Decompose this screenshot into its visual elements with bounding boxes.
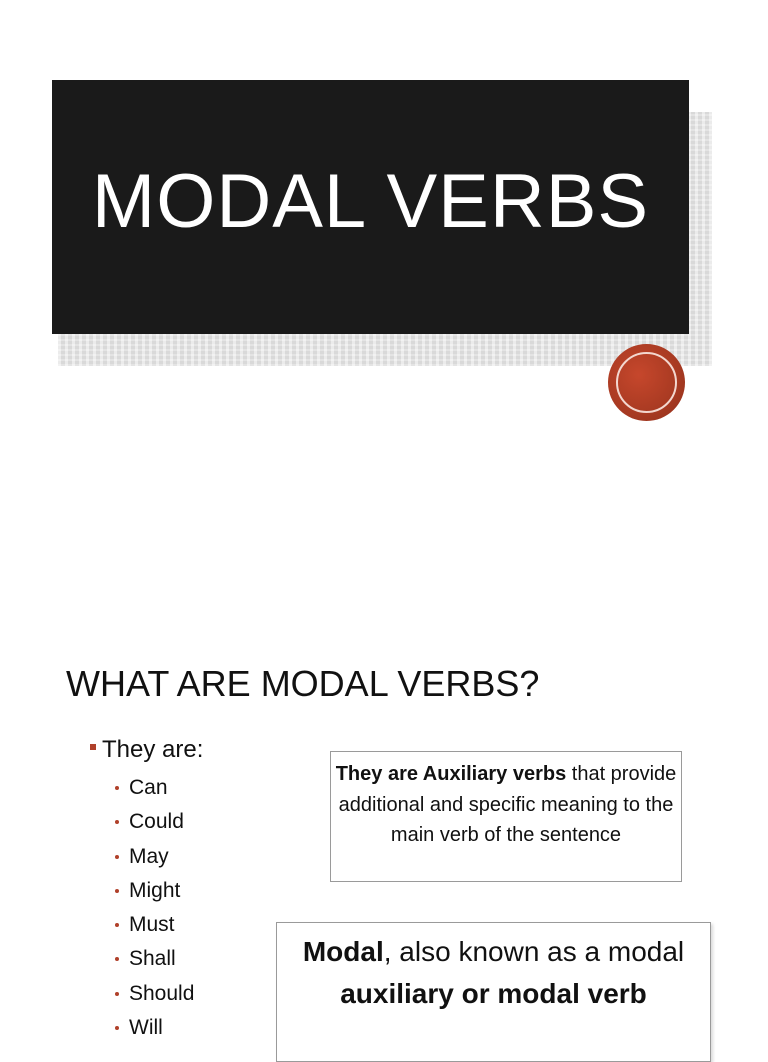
square-bullet-icon	[90, 744, 96, 750]
list-item: Might	[114, 874, 194, 908]
dot-bullet-icon	[115, 820, 119, 824]
list-item: May	[114, 840, 194, 874]
list-item: Could	[114, 805, 194, 839]
definition-bold: They are Auxiliary verbs	[335, 763, 567, 785]
explanation-text-1: , also known as a modal	[383, 936, 685, 967]
slide-title: MODAL VERBS	[91, 159, 650, 244]
explanation-bold-1: Modal	[302, 936, 384, 967]
list-intro	[90, 738, 203, 762]
modal-explanation-box	[276, 922, 711, 1062]
explanation-bold-2: auxiliary or modal verb	[340, 978, 647, 1009]
red-circle-icon	[608, 344, 685, 421]
content-slide	[0, 576, 768, 1040]
dot-bullet-icon	[115, 889, 119, 893]
dot-bullet-icon	[115, 1026, 119, 1030]
red-circle-inner-ring	[616, 352, 677, 413]
definition-box	[330, 751, 682, 882]
modal-verbs-list	[114, 771, 194, 1045]
list-item: Must	[114, 908, 194, 942]
list-item: Should	[114, 977, 194, 1011]
list-item: Shall	[114, 942, 194, 976]
definition-text: that provide additional and specific meaning to the main verb of the sentence	[338, 763, 677, 846]
dot-bullet-icon	[115, 786, 119, 790]
list-intro-text: They are:	[102, 736, 204, 763]
dot-bullet-icon	[115, 957, 119, 961]
list-item: Can	[114, 771, 194, 805]
dot-bullet-icon	[115, 923, 119, 927]
dot-bullet-icon	[115, 992, 119, 996]
list-item: Will	[114, 1011, 194, 1045]
slide-heading: WHAT ARE MODAL VERBS?	[66, 663, 540, 704]
dot-bullet-icon	[115, 855, 119, 859]
title-box	[52, 80, 689, 334]
